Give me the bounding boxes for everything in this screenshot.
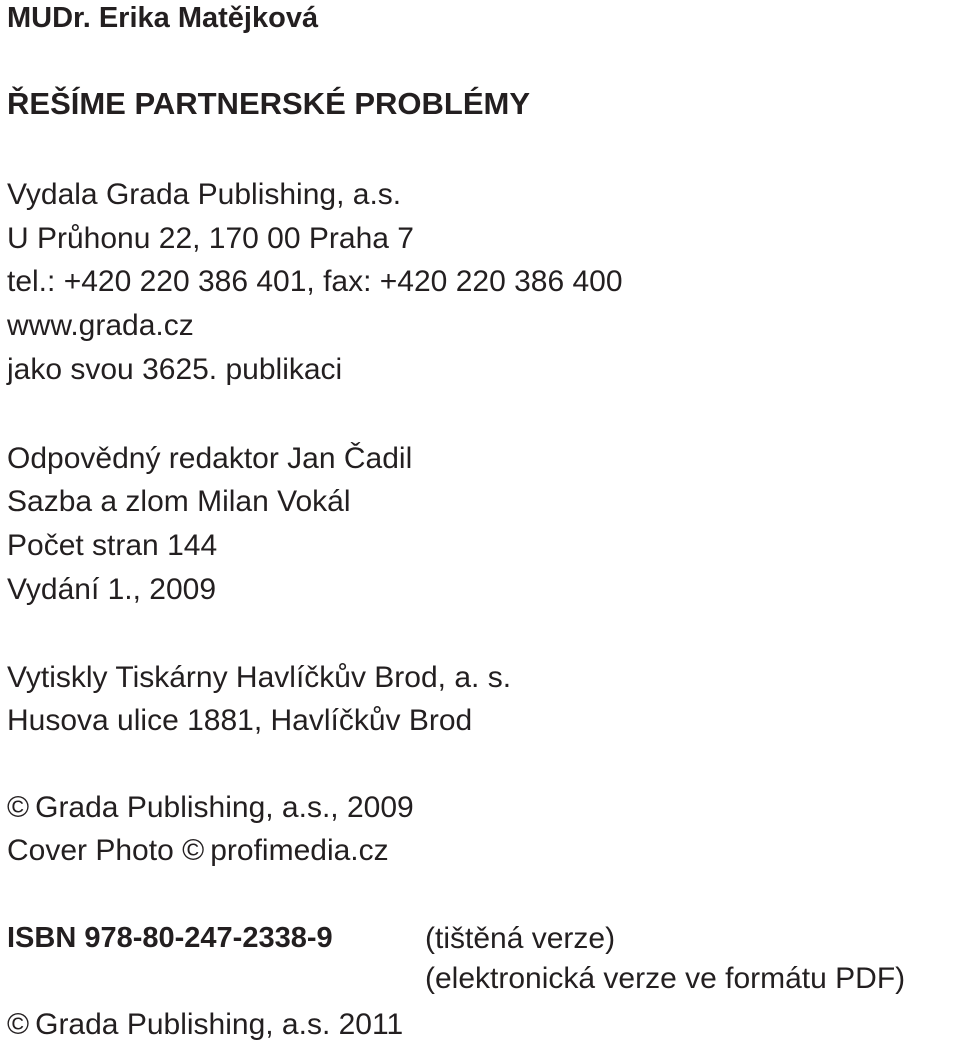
printer-name: Vytiskly Tiskárny Havlíčkův Brod, a. s. <box>7 661 512 694</box>
author-name: MUDr. Erika Matějková <box>7 2 319 34</box>
footer-copyright-line <box>7 1008 403 1042</box>
isbn-note-electronic: (elektronická verze ve formátu PDF) <box>425 962 906 995</box>
edition-info: Vydání 1., 2009 <box>7 573 217 606</box>
isbn-number: ISBN 978-80-247-2338-9 <box>7 922 333 954</box>
cover-photo-label: Cover Photo <box>7 834 174 867</box>
cover-photo-credit <box>7 834 389 868</box>
copyright-holder: Grada Publishing, a.s., 2009 <box>35 791 414 824</box>
publisher-contact: tel.: +420 220 386 401, fax: +420 220 386 400 <box>7 265 623 298</box>
publisher-name: Vydala Grada Publishing, a.s. <box>7 178 402 211</box>
page-count: Počet stran 144 <box>7 529 218 562</box>
cover-copyright-icon: © <box>182 834 205 867</box>
cover-photo-source: profimedia.cz <box>210 834 389 867</box>
copyright-line <box>7 791 414 825</box>
isbn-notes <box>425 919 905 999</box>
publisher-address: U Průhonu 22, 170 00 Praha 7 <box>7 222 414 255</box>
footer-copyright-icon: © <box>7 1008 30 1041</box>
printer-address: Husova ulice 1881, Havlíčkův Brod <box>7 704 473 737</box>
publisher-website: www.grada.cz <box>7 309 194 342</box>
typesetting-credit: Sazba a zlom Milan Vokál <box>7 485 351 518</box>
publication-number: jako svou 3625. publikaci <box>7 353 343 386</box>
copyright-icon: © <box>7 791 30 824</box>
book-title: ŘEŠÍME PARTNERSKÉ PROBLÉMY <box>7 86 531 121</box>
footer-copyright-holder: Grada Publishing, a.s. 2011 <box>35 1008 404 1041</box>
isbn-note-print: (tištěná verze) <box>425 922 616 955</box>
editor-credit: Odpovědný redaktor Jan Čadil <box>7 442 413 475</box>
